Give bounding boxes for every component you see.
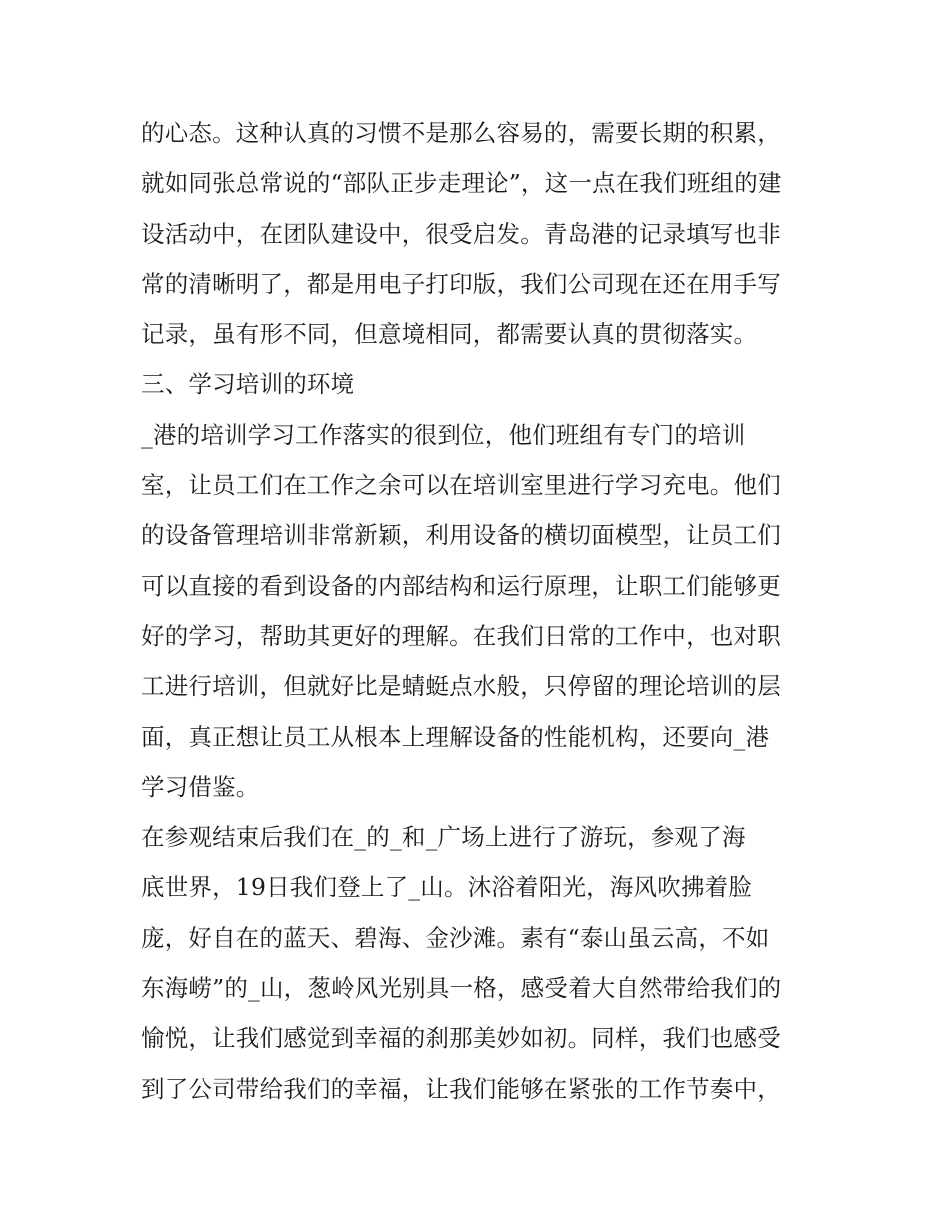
document-body (141, 108, 821, 1114)
text-line: 在参观结束后我们在_的_和_广场上进行了游玩，参观了海 (141, 823, 746, 852)
text-line: 东海崂”的_山，葱岭风光别具一格，感受着大自然带给我们的 (141, 974, 782, 1003)
text-line: 记录，虽有形不同，但意境相同，都需要认真的贯彻落实。 (141, 320, 758, 349)
text-line: 面，真正想让员工从根本上理解设备的性能机构，还要向_港 (141, 722, 770, 751)
text-line: 庞，好自在的蓝天、碧海、金沙滩。素有“泰山虽云高，不如 (141, 923, 770, 952)
text-line: 愉悦，让我们感觉到幸福的刹那美妙如初。同样，我们也感受 (141, 1024, 781, 1053)
text-line: 设活动中，在团队建设中，很受启发。青岛港的记录填写也非 (141, 219, 781, 248)
text-line: 到了公司带给我们的幸福，让我们能够在紧张的工作节奏中， (141, 1074, 781, 1103)
text-line: 好的学习，帮助其更好的理解。在我们日常的工作中，也对职 (141, 621, 781, 650)
text-line: 就如同张总常说的“部队正步走理论”，这一点在我们班组的建 (141, 169, 782, 198)
text-line: 的设备管理培训非常新颖，利用设备的横切面模型，让员工们 (141, 521, 781, 550)
text-line: 室，让员工们在工作之余可以在培训室里进行学习充电。他们 (141, 471, 781, 500)
text-line: 工进行培训，但就好比是蜻蜓点水般，只停留的理论培训的层 (141, 672, 781, 701)
text-line: 常的清晰明了，都是用电子打印版，我们公司现在还在用手写 (141, 269, 781, 298)
text-line: 学习借鉴。 (141, 772, 260, 801)
text-line: _港的培训学习工作落实的很到位，他们班组有专门的培训 (141, 420, 746, 449)
text-line: 可以直接的看到设备的内部结构和运行原理，让职工们能够更 (141, 571, 781, 600)
section-heading: 三、学习培训的环境 (141, 370, 355, 399)
text-line: 的心态。这种认真的习惯不是那么容易的，需要长期的积累， (141, 119, 781, 147)
text-line: 底世界，19日我们登上了_山。沐浴着阳光，海风吹拂着脸 (141, 873, 753, 902)
